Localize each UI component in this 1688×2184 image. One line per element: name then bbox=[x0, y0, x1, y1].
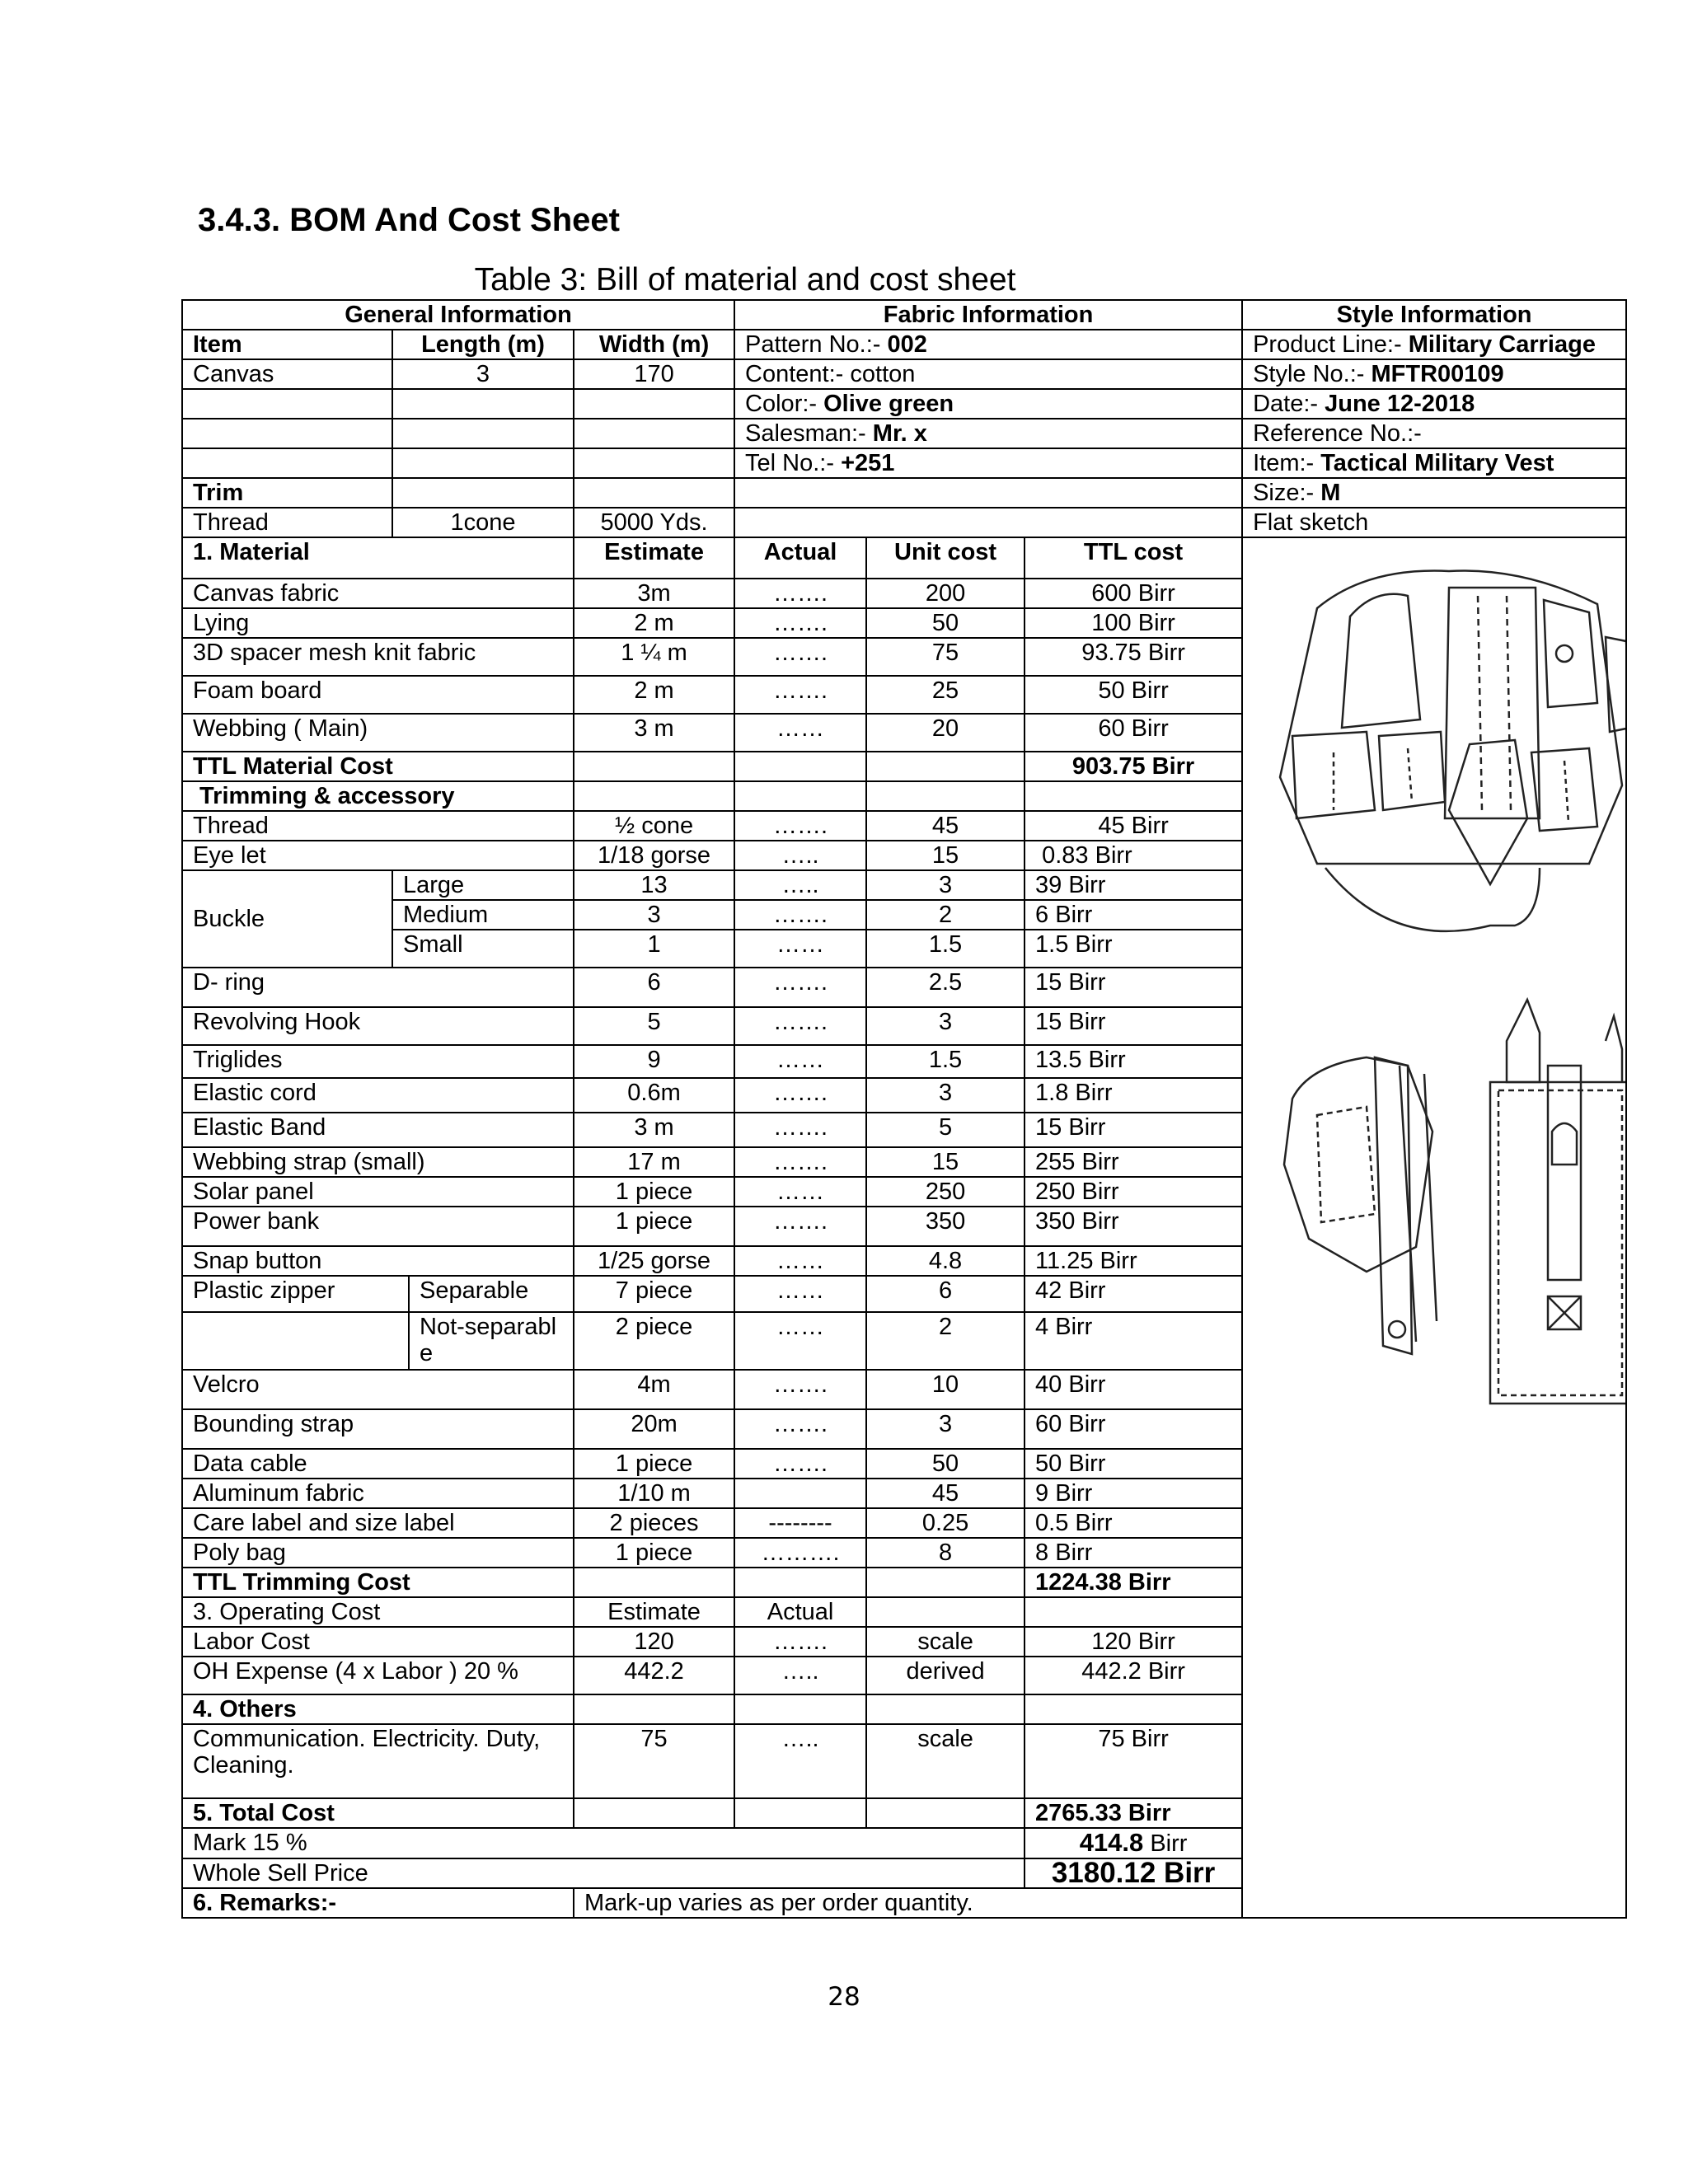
whole-sell-value: 3180.12 Birr bbox=[1025, 1858, 1242, 1888]
table-row: Not-separable 2 piece …… 2 4 Birr bbox=[182, 1312, 1626, 1370]
item-cell: Thread bbox=[182, 508, 392, 537]
table-row: Solar panel 1 piece …… 250 250 Birr bbox=[182, 1177, 1626, 1207]
table-row: 3D spacer mesh knit fabric 1 ¼ m ……. 75 93.75 Birr bbox=[182, 638, 1626, 676]
fabric-info-header: Fabric Information bbox=[734, 300, 1242, 330]
plastic-zipper-label: Plastic zipper bbox=[182, 1276, 409, 1312]
ttl-material-value: 903.75 Birr bbox=[1025, 752, 1242, 781]
style-info-line: Date:- June 12-2018 bbox=[1242, 389, 1626, 419]
page-number: 28 bbox=[828, 1982, 860, 2012]
table-caption: Table 3: Bill of material and cost sheet bbox=[474, 262, 1016, 298]
whole-sell-label: Whole Sell Price bbox=[182, 1858, 1025, 1888]
table-row: Medium 3 ……. 2 6 Birr bbox=[182, 900, 1626, 930]
fabric-info-line: Color:- Olive green bbox=[734, 389, 1242, 419]
table-row: Labor Cost 120 ……. scale 120 Birr bbox=[182, 1627, 1626, 1657]
table-row: Poly bag 1 piece ………. 8 8 Birr bbox=[182, 1538, 1626, 1568]
unit-cost-col-header: Unit cost bbox=[866, 537, 1025, 579]
markup-value: 414.8 Birr bbox=[1025, 1828, 1242, 1858]
pouch-side-sketch bbox=[1284, 1057, 1437, 1354]
buckle-label: Buckle bbox=[182, 870, 392, 968]
table-row bbox=[182, 537, 1626, 579]
tactical-vest-sketch bbox=[1280, 571, 1626, 931]
style-info-header: Style Information bbox=[1242, 300, 1626, 330]
table-row: Lying 2 m ……. 50 100 Birr bbox=[182, 608, 1626, 638]
length-col-header: Length (m) bbox=[392, 330, 574, 359]
remarks-text: Mark-up varies as per order quantity. bbox=[574, 1888, 1242, 1918]
table-row: Webbing strap (small) 17 m ……. 15 255 Birr bbox=[182, 1147, 1626, 1177]
flat-sketch-label: Flat sketch bbox=[1242, 508, 1626, 537]
item-col-header: Item bbox=[182, 330, 392, 359]
trimming-section-title: Trimming & accessory bbox=[182, 781, 574, 811]
ttl-material-label: TTL Material Cost bbox=[182, 752, 574, 781]
material-section-title: 1. Material bbox=[182, 537, 574, 579]
table-row: Aluminum fabric 1/10 m 45 9 Birr bbox=[182, 1479, 1626, 1508]
table-row: Power bank 1 piece ……. 350 350 Birr bbox=[182, 1207, 1626, 1246]
table-row bbox=[182, 508, 1626, 537]
style-info-line: Reference No.:- bbox=[1242, 419, 1626, 448]
table-row: Data cable 1 piece ……. 50 50 Birr bbox=[182, 1449, 1626, 1479]
pouch-front-sketch bbox=[1490, 1000, 1626, 1404]
table-row: Triglides 9 …… 1.5 13.5 Birr bbox=[182, 1045, 1626, 1078]
table-row: Buckle Large 13 ….. 3 39 Birr bbox=[182, 870, 1626, 900]
table-row bbox=[182, 300, 1626, 330]
style-info-line: Product Line:- Military Carriage bbox=[1242, 330, 1626, 359]
table-row: Snap button 1/25 gorse …… 4.8 11.25 Birr bbox=[182, 1246, 1626, 1276]
table-row: Care label and size label 2 pieces -------- 0.25 0.5 Birr bbox=[182, 1508, 1626, 1538]
table-row: Elastic Band 3 m ……. 5 15 Birr bbox=[182, 1113, 1626, 1147]
table-row bbox=[182, 359, 1626, 389]
table-row bbox=[182, 389, 1626, 419]
total-cost-label: 5. Total Cost bbox=[182, 1798, 574, 1828]
length-cell: 1cone bbox=[392, 508, 574, 537]
table-row: Plastic zipper Separable 7 piece …… 6 42 Birr bbox=[182, 1276, 1626, 1312]
others-section-title: 4. Others bbox=[182, 1694, 574, 1724]
style-info-line: Size:- M bbox=[1242, 478, 1626, 508]
table-row: Velcro 4m ……. 10 40 Birr bbox=[182, 1370, 1626, 1409]
flat-sketch-drawing bbox=[1243, 538, 1626, 1873]
table-row: OH Expense (4 x Labor ) 20 % 442.2 ….. derived 442.2 Birr bbox=[182, 1657, 1626, 1694]
width-cell: 170 bbox=[574, 359, 734, 389]
general-info-header: General Information bbox=[182, 300, 734, 330]
table-row: Eye let 1/18 gorse ….. 15 0.83 Birr bbox=[182, 841, 1626, 870]
operating-section-title: 3. Operating Cost bbox=[182, 1597, 574, 1627]
width-cell: 5000 Yds. bbox=[574, 508, 734, 537]
table-row: Foam board 2 m ……. 25 50 Birr bbox=[182, 676, 1626, 714]
table-row bbox=[182, 419, 1626, 448]
length-cell: 3 bbox=[392, 359, 574, 389]
estimate-col-header: Estimate bbox=[574, 537, 734, 579]
width-col-header: Width (m) bbox=[574, 330, 734, 359]
style-info-line: Item:- Tactical Military Vest bbox=[1242, 448, 1626, 478]
trim-label: Trim bbox=[182, 478, 392, 508]
bom-cost-table bbox=[181, 299, 1627, 1919]
table-row bbox=[182, 448, 1626, 478]
section-heading: 3.4.3. BOM And Cost Sheet bbox=[198, 202, 620, 238]
table-row: Revolving Hook 5 ……. 3 15 Birr bbox=[182, 1007, 1626, 1045]
item-cell: Canvas bbox=[182, 359, 392, 389]
ttl-cost-col-header: TTL cost bbox=[1025, 537, 1242, 579]
table-row: Small 1 …… 1.5 1.5 Birr bbox=[182, 930, 1626, 968]
ttl-trimming-value: 1224.38 Birr bbox=[1025, 1568, 1242, 1597]
fabric-info-line: Content:- cotton bbox=[734, 359, 1242, 389]
table-row: 3. Operating Cost Estimate Actual bbox=[182, 1597, 1626, 1627]
table-row: Canvas fabric 3m ……. 200 600 Birr bbox=[182, 579, 1626, 608]
style-info-line: Style No.:- MFTR00109 bbox=[1242, 359, 1626, 389]
actual-col-header: Actual bbox=[734, 537, 866, 579]
fabric-info-line: Salesman:- Mr. x bbox=[734, 419, 1242, 448]
table-row bbox=[182, 478, 1626, 508]
fabric-info-line: Tel No.:- +251 bbox=[734, 448, 1242, 478]
table-row: Communication. Electricity. Duty, Cleaning. 75 ….. scale 75 Birr bbox=[182, 1724, 1626, 1798]
table-row: D- ring 6 ……. 2.5 15 Birr bbox=[182, 968, 1626, 1007]
table-row: Webbing ( Main) 3 m …… 20 60 Birr bbox=[182, 714, 1626, 752]
total-cost-value: 2765.33 Birr bbox=[1025, 1798, 1242, 1828]
remarks-label: 6. Remarks:- bbox=[182, 1888, 574, 1918]
ttl-trimming-label: TTL Trimming Cost bbox=[182, 1568, 574, 1597]
table-row: Thread ½ cone ……. 45 45 Birr bbox=[182, 811, 1626, 841]
fabric-info-line: Pattern No.:- 002 bbox=[734, 330, 1242, 359]
table-row: Elastic cord 0.6m ……. 3 1.8 Birr bbox=[182, 1078, 1626, 1113]
table-row: Bounding strap 20m ……. 3 60 Birr bbox=[182, 1409, 1626, 1449]
markup-label: Mark 15 % bbox=[182, 1828, 1025, 1858]
flat-sketch-cell bbox=[1242, 537, 1626, 1918]
table-row bbox=[182, 330, 1626, 359]
